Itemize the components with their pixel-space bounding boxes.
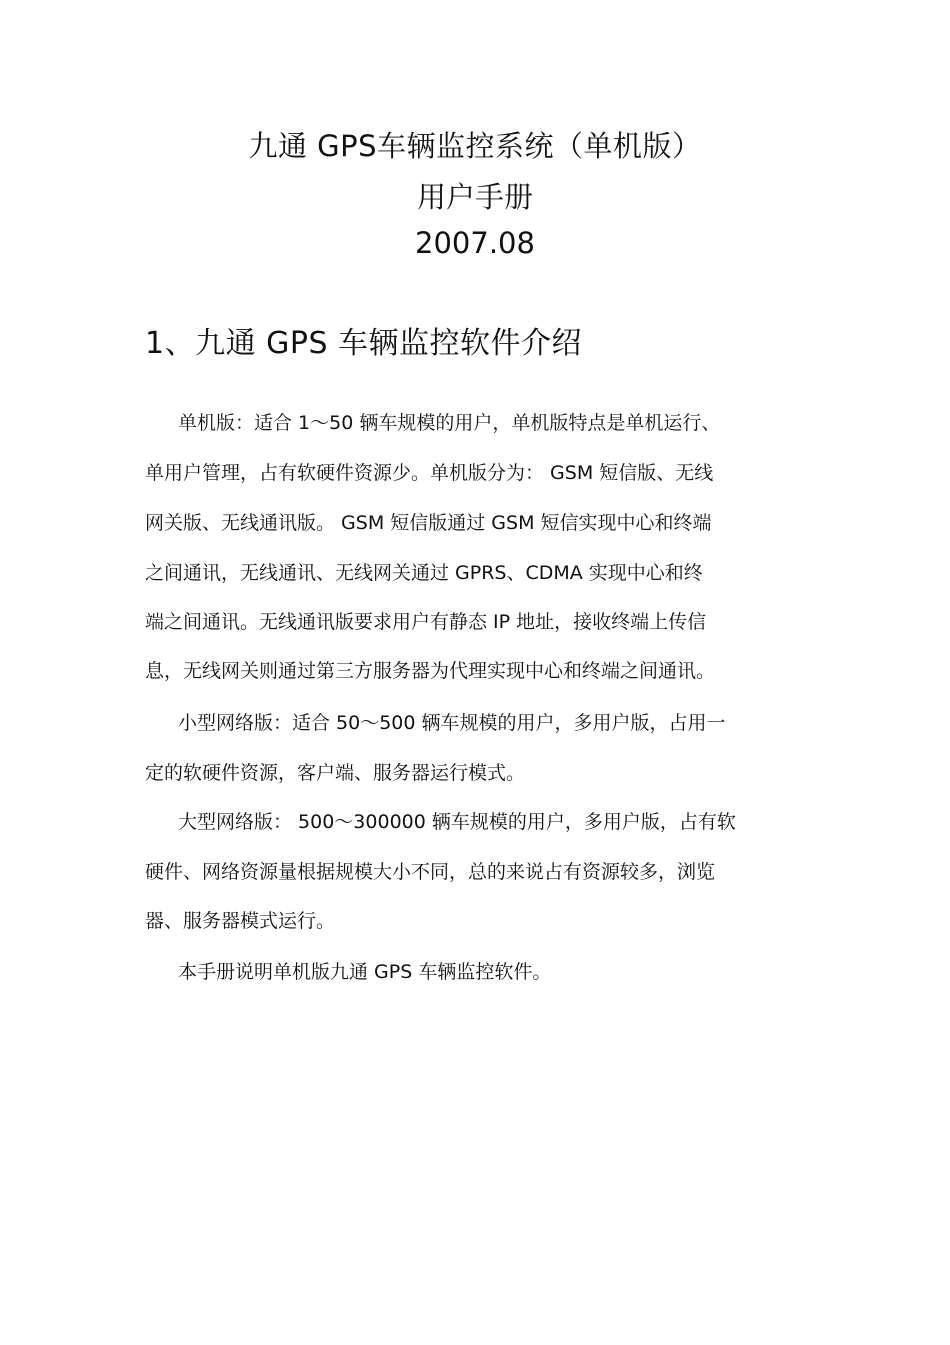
body-line: 端之间通讯。无线通讯版要求用户有静态 IP 地址，接收终端上传信 xyxy=(145,611,707,633)
body-line: 小型网络版：适合 50～500 辆车规模的用户，多用户版，占用一 xyxy=(178,712,726,734)
section-heading: 1、九通 GPS 车辆监控软件介绍 xyxy=(145,326,583,361)
document-subtitle: 用户手册 xyxy=(416,180,533,214)
body-line: 本手册说明单机版九通 GPS 车辆监控软件。 xyxy=(178,961,552,983)
body-line: 网关版、无线通讯版。 GSM 短信版通过 GSM 短信实现中心和终端 xyxy=(145,512,712,534)
body-line: 息，无线网关则通过第三方服务器为代理实现中心和终端之间通讯。 xyxy=(145,660,716,682)
body-line: 硬件、网络资源量根据规模大小不同，总的来说占有资源较多，浏览 xyxy=(145,861,716,883)
document-title: 九通 GPS车辆监控系统（单机版） xyxy=(248,129,702,163)
document-date: 2007.08 xyxy=(415,226,535,260)
body-line: 定的软硬件资源，客户端、服务器运行模式。 xyxy=(145,762,526,784)
body-line: 器、服务器模式运行。 xyxy=(145,910,336,932)
body-line: 单机版：适合 1～50 辆车规模的用户，单机版特点是单机运行、 xyxy=(178,412,721,434)
body-line: 单用户管理，占有软硬件资源少。单机版分为： GSM 短信版、无线 xyxy=(145,462,714,484)
body-line: 大型网络版： 500～300000 辆车规模的用户，多用户版，占有软 xyxy=(178,811,736,833)
body-line: 之间通讯，无线通讯、无线网关通过 GPRS、CDMA 实现中心和终 xyxy=(145,562,703,584)
